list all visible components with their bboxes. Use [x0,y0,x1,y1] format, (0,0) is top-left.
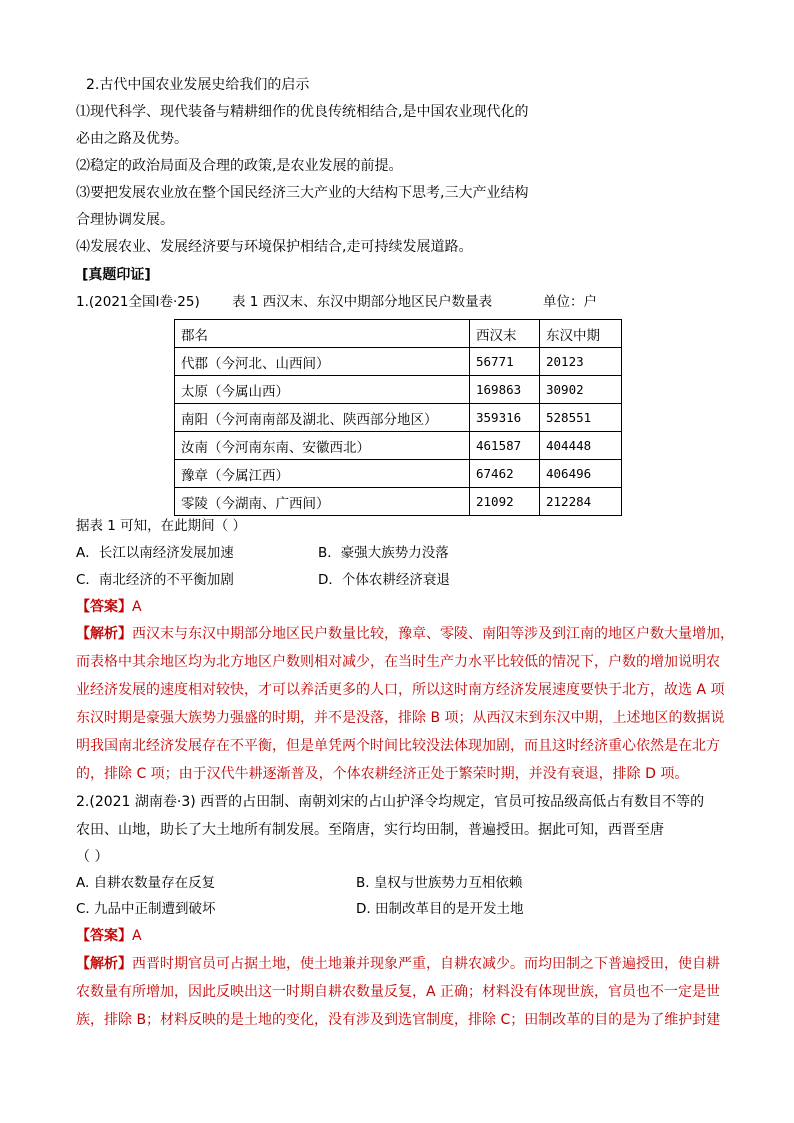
q1-analysis-line [76,625,734,643]
answer-value: A [132,928,142,944]
q1-analysis-line: 明我国南北经济发展存在不平衡，但是单凭两个时间比较没法体现加剧，而且这时经济重心依然是在北方 [76,738,720,754]
answer-label: 【答案】 [76,928,132,944]
table-cell: 461587 [470,432,540,460]
table-row [175,376,622,404]
table-cell: 528551 [540,404,622,432]
analysis-label: 【解析】 [76,626,132,642]
table-cell: 20123 [540,348,622,376]
table-header-cell: 西汉末 [470,320,540,348]
population-table [174,319,622,516]
q1-option-b: B．豪强大族势力没落 [318,545,449,561]
q2-stem-line: 2.(2021 湖南卷·3) 西晋的占田制、南朝刘宋的占山护泽令均规定，官员可按品级高低占有数目不等的 [76,794,705,810]
q1-source: 1.(2021全国Ⅰ卷·25) [76,294,200,310]
table-cell: 406496 [540,460,622,488]
paragraph-4: ⑷发展农业、发展经济要与环境保护相结合,走可持续发展道路。 [76,239,473,255]
q2-option-b: B. 皇权与世族势力互相依赖 [356,875,523,891]
paragraph-3b: 合理协调发展。 [76,212,174,228]
table-cell: 56771 [470,348,540,376]
table-cell: 30902 [540,376,622,404]
q2-option-a: A. 自耕农数量存在反复 [76,875,216,891]
q2-stem-line: （ ） [76,849,109,865]
answer-value: A [132,599,142,615]
table-row [175,460,622,488]
table-cell: 67462 [470,460,540,488]
q1-answer [76,598,142,616]
paragraph-1b: 必由之路及优势。 [76,131,188,147]
table-cell: 21092 [470,488,540,516]
q2-analysis-line [76,955,720,973]
table-cell: 359316 [470,404,540,432]
q2-stem-line: 农田、山地，助长了大土地所有制发展。至隋唐，实行均田制，普遍授田。据此可知，西晋至唐 [76,822,664,838]
table-cell: 南阳（今河南南部及湖北、陕西部分地区） [175,404,470,432]
table-row [175,488,622,516]
q2-analysis-line: 农数量有所增加，因此反映出这一时期自耕农数量反复，A 正确；材料没有体现世族，官员也不一定是世 [76,984,721,1000]
q1-analysis-line: 业经济发展的速度相对较快，才可以养活更多的人口，所以这时南方经济发展速度要快于北方，故选 A 项 [76,682,725,698]
q1-stem: 据表 1 可知，在此期间（ ） [76,518,246,534]
table-row [175,432,622,460]
table-row [175,348,622,376]
zhenti-heading: [真题印证] [82,267,151,283]
table-cell: 代郡（今河北、山西间） [175,348,470,376]
q2-option-c: C. 九品中正制遭到破坏 [76,901,216,917]
q1-option-a: A．长江以南经济发展加速 [76,545,234,561]
answer-label: 【答案】 [76,599,132,615]
paragraph-3a: ⑶要把发展农业放在整个国民经济三大产业的大结构下思考,三大产业结构 [76,185,529,201]
section-heading: 2.古代中国农业发展史给我们的启示 [86,77,310,93]
q2-option-d: D. 田制改革目的是开发土地 [356,901,524,917]
q1-analysis-line: 东汉时期是豪强大族势力强盛的时期，并不是没落，排除 B 项；从西汉末到东汉中期，上述地区的数据说 [76,710,725,726]
q2-answer [76,927,142,945]
table-cell: 豫章（今属江西） [175,460,470,488]
analysis-text: 西晋时期官员可占据土地，使土地兼并现象严重，自耕农减少。而均田制之下普遍授田，使自耕 [132,956,720,972]
table-header-cell: 东汉中期 [540,320,622,348]
q1-analysis-line: 而表格中其余地区均为北方地区户数则相对减少，在当时生产力水平比较低的情况下，户数的增加说明农 [76,654,720,670]
q1-table-title: 表 1 西汉末、东汉中期部分地区民户数量表 [232,294,493,310]
table-cell: 太原（今属山西） [175,376,470,404]
table-cell: 212284 [540,488,622,516]
table-cell: 汝南（今河南东南、安徽西北） [175,432,470,460]
table-cell: 169863 [470,376,540,404]
table-cell: 零陵（今湖南、广西间） [175,488,470,516]
table-cell: 404448 [540,432,622,460]
q1-option-d: D．个体农耕经济衰退 [318,572,450,588]
analysis-text: 西汉末与东汉中期部分地区民户数量比较，豫章、零陵、南阳等涉及到江南的地区户数大量增加， [132,626,734,642]
q1-unit: 单位：户 [543,294,597,310]
table-header-cell: 郡名 [175,320,470,348]
q2-analysis-line: 族，排除 B；材料反映的是土地的变化，没有涉及到选官制度，排除 C；田制改革的目的是为了维护封建 [76,1012,721,1028]
q1-option-c: C．南北经济的不平衡加剧 [76,572,234,588]
paragraph-2: ⑵稳定的政治局面及合理的政策,是农业发展的前提。 [76,158,403,174]
table-header-row [175,320,622,348]
paragraph-1a: ⑴现代科学、现代装备与精耕细作的优良传统相结合,是中国农业现代化的 [76,104,529,120]
table-row [175,404,622,432]
q1-analysis-line: 的，排除 C 项；由于汉代牛耕逐渐普及，个体农耕经济正处于繁荣时期，并没有衰退，排除 D 项。 [76,766,689,782]
analysis-label: 【解析】 [76,956,132,972]
